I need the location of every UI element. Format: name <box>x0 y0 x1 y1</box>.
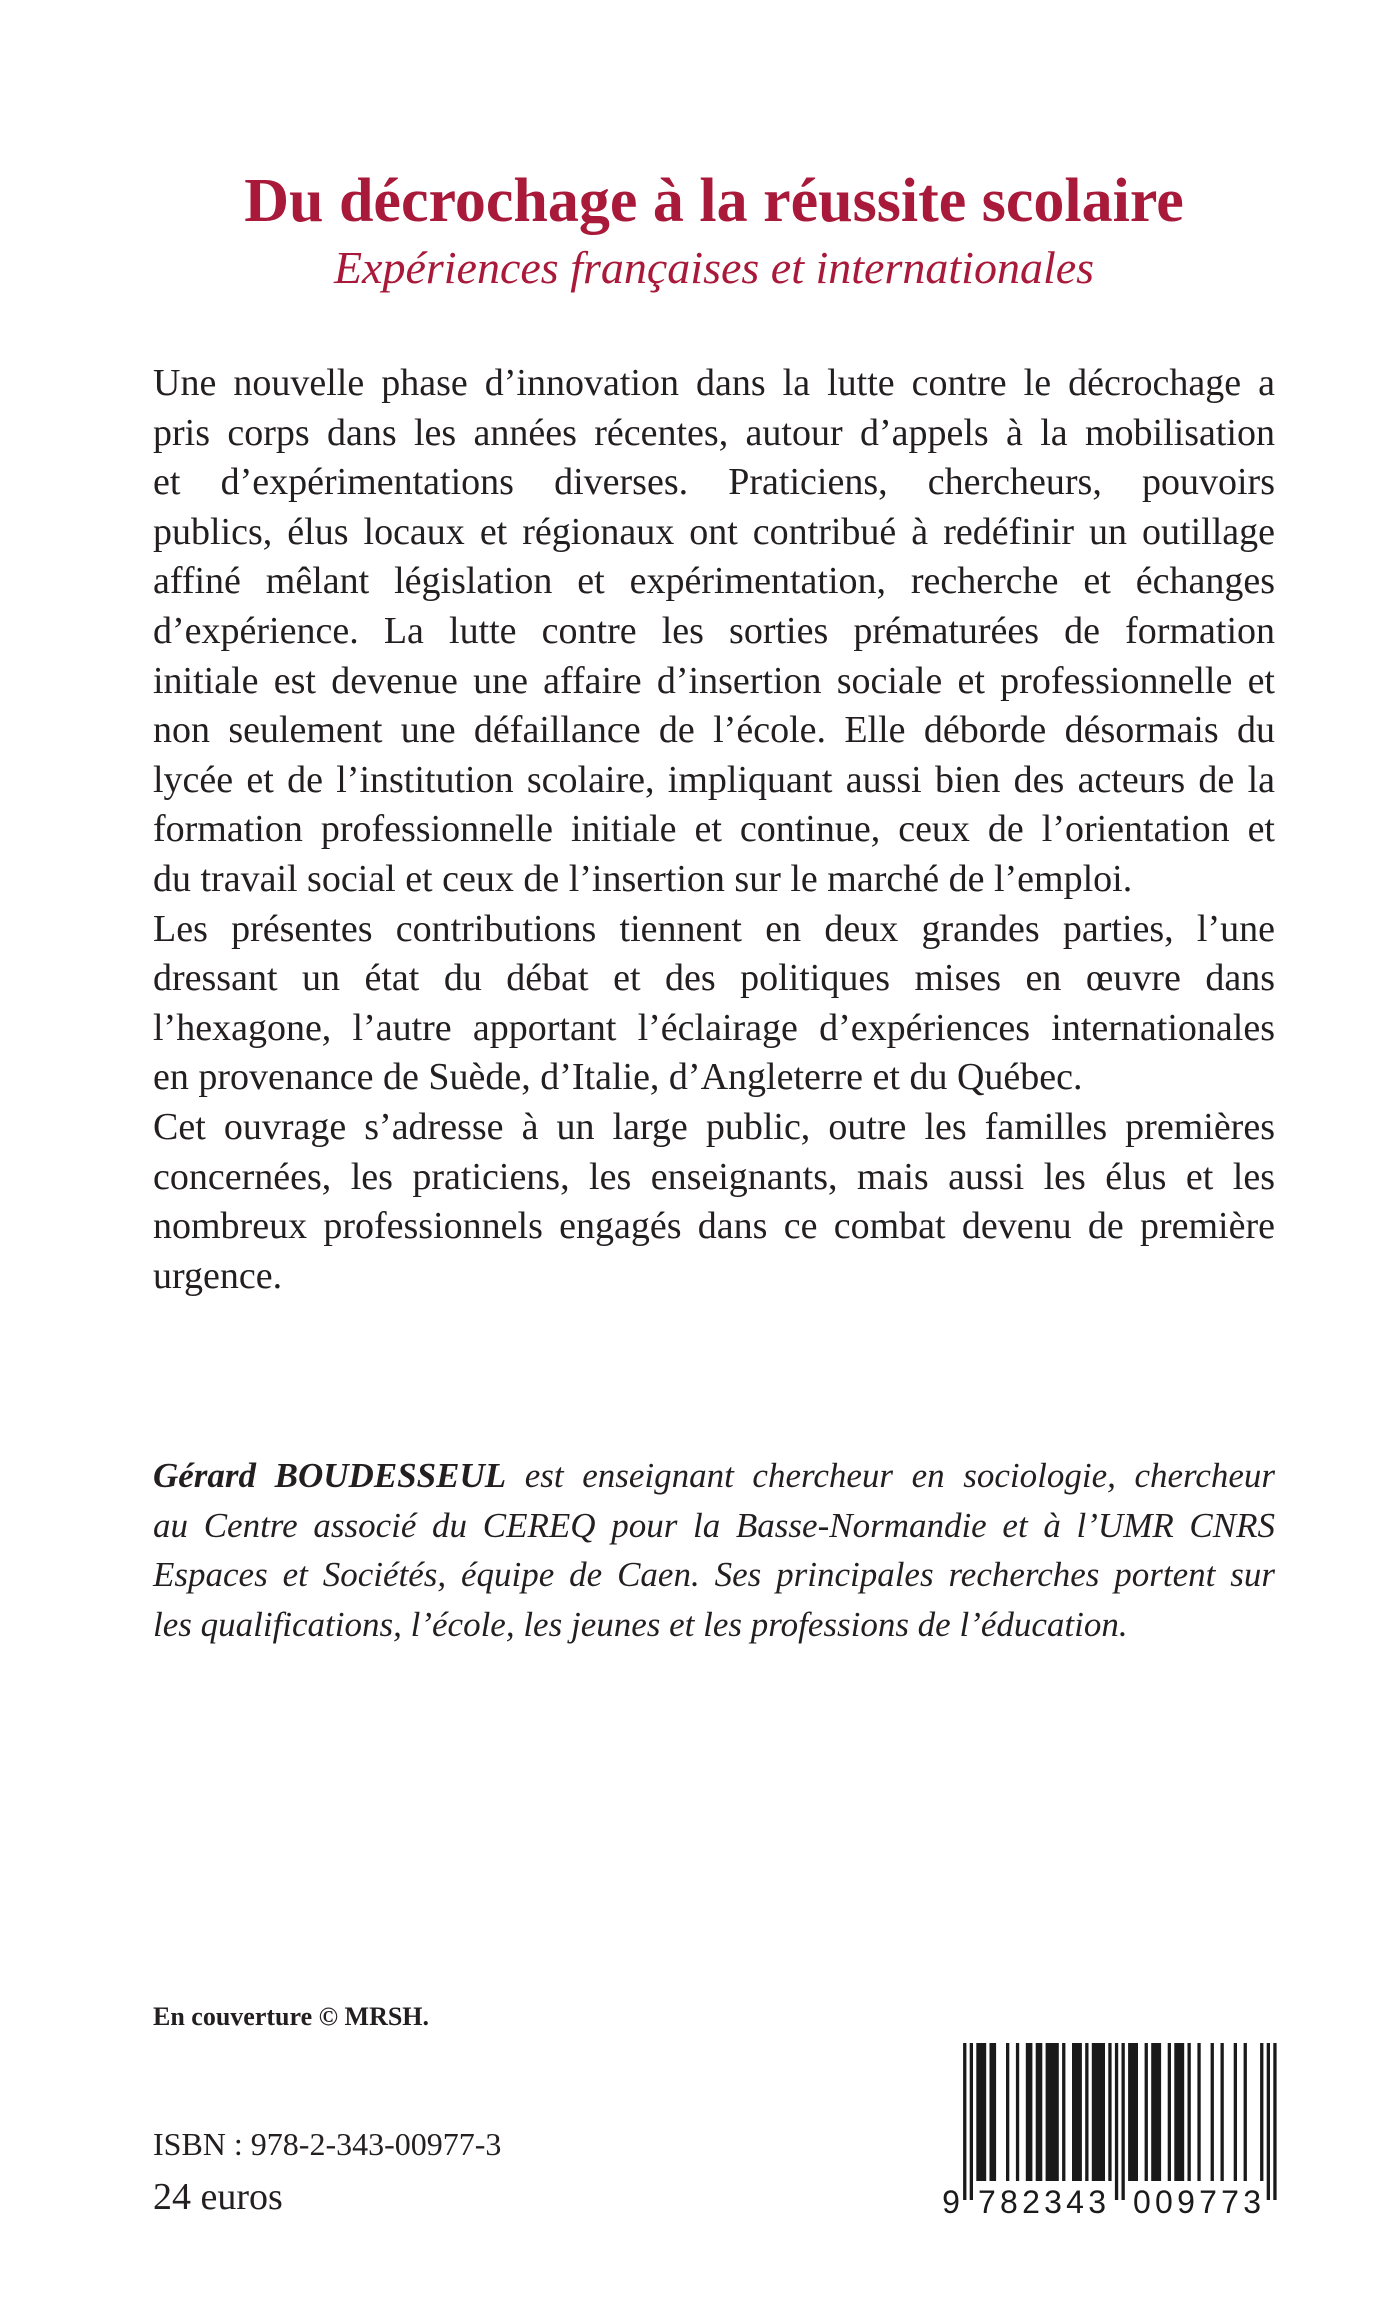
barcode-right-digits: 009773 <box>1133 2184 1261 2220</box>
barcode-bar <box>1151 2043 1161 2181</box>
text-line: Les présentes contributions tiennent en deux grandes parties, l’une <box>153 907 1275 950</box>
barcode-guard-bar <box>970 2043 973 2200</box>
summary-paragraph <box>153 1103 1275 1301</box>
summary-text <box>153 359 1275 1301</box>
barcode-bar <box>1211 2043 1214 2181</box>
barcode-guard-bar <box>1267 2043 1270 2200</box>
barcode-guard-bar <box>963 2043 966 2200</box>
bio-line: Espaces et Sociétés, équipe de Caen. Ses principales recherches portent sur <box>153 1555 1275 1595</box>
text-line: lycée et de l’institution scolaire, impliquant aussi bien des acteurs de la <box>153 758 1275 801</box>
barcode-bar <box>1006 2043 1009 2181</box>
barcode-bar <box>1188 2043 1191 2181</box>
text-line: dressant un état du débat et des politiques mises en œuvre dans <box>153 957 1275 1000</box>
barcode-bar <box>1221 2043 1224 2181</box>
barcode-bar <box>1168 2043 1171 2181</box>
barcode-guard-bar <box>1273 2043 1276 2200</box>
text-line: publics, élus locaux et régionaux ont contribué à redéfinir un outillage <box>153 510 1275 553</box>
barcode-bar <box>1145 2043 1148 2181</box>
barcode-guard-bar <box>1115 2043 1118 2200</box>
barcode-bar <box>1260 2043 1263 2181</box>
text-line: nombreux professionnels engagés dans ce combat devenu de première <box>153 1205 1275 1248</box>
bio-line <box>153 1451 1275 1501</box>
text-line: concernées, les praticiens, les enseignants, mais aussi les élus et les <box>153 1155 1275 1198</box>
barcode-bars <box>963 2043 1277 2200</box>
barcode-bar <box>990 2043 997 2181</box>
barcode <box>940 2043 1277 2228</box>
author-name: Gérard BOUDESSEUL <box>153 1456 507 1495</box>
text-line: en provenance de Suède, d’Italie, d’Angleterre et du Québec. <box>153 1056 1083 1099</box>
barcode-left-digits: 782343 <box>978 2184 1106 2220</box>
text-line: l’hexagone, l’autre apportant l’éclairage d’expériences internationales <box>153 1006 1275 1049</box>
book-title: Du décrochage à la réussite scolaire <box>244 167 1184 235</box>
isbn: ISBN : 978-2-343-00977-3 <box>153 2126 502 2162</box>
barcode-bar <box>1046 2043 1059 2181</box>
book-header <box>153 165 1275 295</box>
text-line: du travail social et ceux de l’insertion sur le marché de l’emploi. <box>153 857 1133 900</box>
summary-paragraph <box>153 359 1275 905</box>
barcode-bar <box>1026 2043 1033 2181</box>
text-line: formation professionnelle initiale et continue, ceux de l’orientation et <box>153 808 1275 851</box>
barcode-bar <box>1092 2043 1105 2181</box>
barcode-bar <box>1197 2043 1200 2181</box>
cover-credit: En couverture © MRSH. <box>153 2002 430 2031</box>
price: 24 euros <box>153 2176 283 2218</box>
barcode-bar <box>1085 2043 1088 2181</box>
barcode-first-digit: 9 <box>942 2184 960 2220</box>
barcode-bar <box>1234 2043 1237 2181</box>
book-subtitle: Expériences françaises et internationales <box>333 242 1095 293</box>
barcode-bar <box>1036 2043 1043 2181</box>
text-line: non seulement une défaillance de l’école. Elle déborde désormais du <box>153 709 1275 752</box>
barcode-bar <box>1072 2043 1082 2181</box>
author-bio <box>153 1451 1275 1649</box>
barcode-bar <box>1016 2043 1019 2181</box>
text-line: Cet ouvrage s’adresse à un large public, outre les familles premières <box>153 1105 1275 1148</box>
text-line: et d’expérimentations diverses. Praticiens, chercheurs, pouvoirs <box>153 461 1275 504</box>
text-line: pris corps dans les années récentes, autour d’appels à la mobilisation <box>153 411 1275 454</box>
text-line: urgence. <box>153 1254 283 1297</box>
bio-line: au Centre associé du CEREQ pour la Basse-Normandie et à l’UMR CNRS <box>153 1505 1275 1545</box>
barcode-guard-bar <box>1122 2043 1125 2200</box>
barcode-bar <box>1128 2043 1138 2181</box>
barcode-graphic <box>940 2043 1277 2228</box>
text-line: Une nouvelle phase d’innovation dans la lutte contre le décrochage a <box>153 362 1275 404</box>
barcode-bar <box>976 2043 986 2181</box>
text-line: initiale est devenue une affaire d’insertion sociale et professionnelle et <box>153 659 1275 702</box>
text-line: d’expérience. La lutte contre les sorties prématurées de formation <box>153 609 1275 652</box>
bio-line-text: est enseignant chercheur en sociologie, chercheur <box>524 1456 1276 1495</box>
barcode-bar <box>1244 2043 1247 2181</box>
text-line: affiné mêlant législation et expérimentation, recherche et échanges <box>153 560 1275 603</box>
summary-paragraph <box>153 905 1275 1103</box>
bio-line: les qualifications, l’école, les jeunes et les professions de l’éducation. <box>153 1604 1128 1644</box>
barcode-bar <box>1108 2043 1111 2181</box>
barcode-bar <box>1062 2043 1065 2181</box>
barcode-bar <box>1174 2043 1184 2181</box>
